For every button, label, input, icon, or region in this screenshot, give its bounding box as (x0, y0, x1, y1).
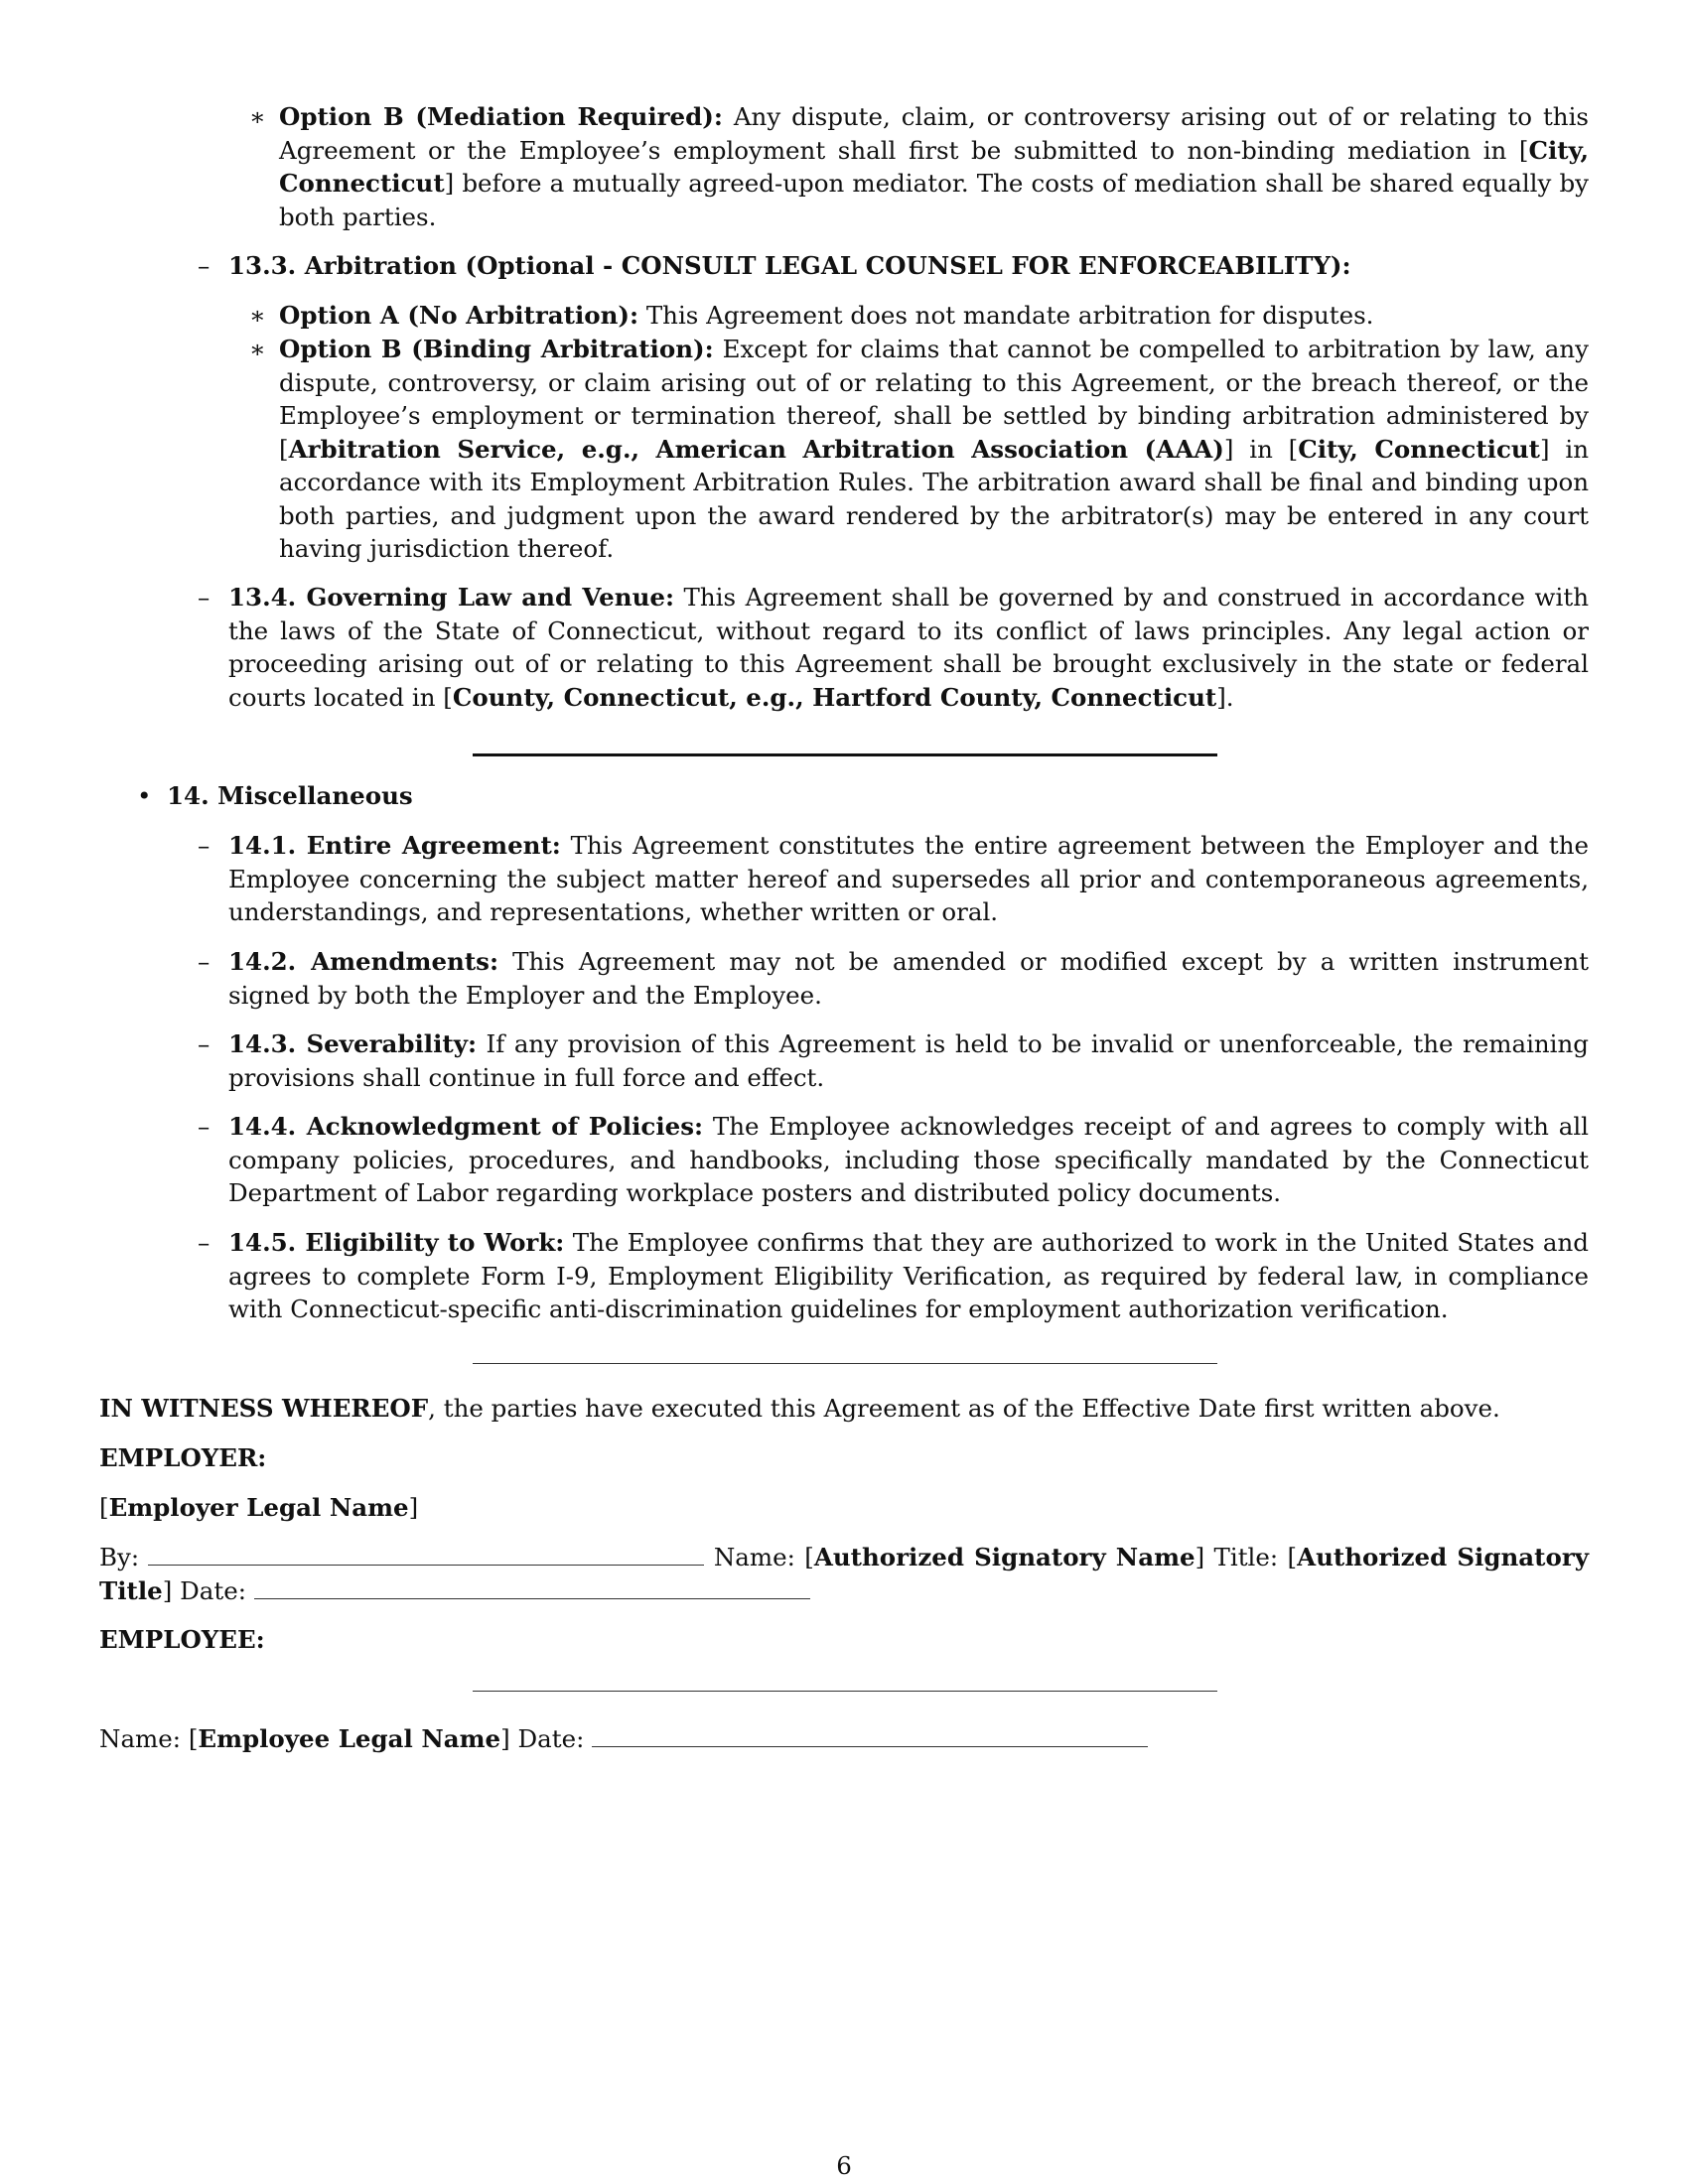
dash-bullet: – (198, 831, 211, 860)
dash-bullet: – (198, 583, 211, 612)
clause-13-4: – 13.4. Governing Law and Venue: This Agreement shall be governed by and construed in accordance with the laws of the State of Connecticut, without regard to its conflict of laws principles. Any legal action or proceeding arising out of or relating to this Agreement shall be brought exclusively in the state or federal courts located in [County, Connecticut, e.g., Hartford County, Connecticut]. (198, 583, 1589, 712)
mediation-option-b: ∗ Option B (Mediation Required): Any dispute, claim, or controversy arising out of or relating to this Agreement or the Employee’s employment shall first be submitted to non-binding mediation in [City, Connecticut] before a mutually agreed-upon mediator. The costs of mediation shall be shared equally by both parties. (249, 102, 1589, 231)
star-bullet: ∗ (249, 102, 266, 131)
witness-statement: IN WITNESS WHEREOF, the parties have executed this Agreement as of the Effective Date first written above. (99, 1394, 1500, 1423)
dash-bullet: – (198, 251, 211, 280)
clause-14-4: – 14.4. Acknowledgment of Policies: The Employee acknowledges receipt of and agrees to comply with all company policies, procedures, and handbooks, including those specifically mandated by the Connecticut Department of Labor regarding workplace posters and distributed policy documents. (198, 1112, 1589, 1207)
employee-name-date-line: Name: [Employee Legal Name] Date: (99, 1722, 1148, 1756)
employer-heading: EMPLOYER: (99, 1443, 267, 1472)
clause-14-5: – 14.5. Eligibility to Work: The Employee confirms that they are authorized to work in the United States and agrees to complete Form I-9, Employment Eligibility Verification, as required by federal law, in compliance with Connecticut-specific anti-discrimination guidelines for employment authorization verification. (198, 1228, 1589, 1323)
employee-signature-field[interactable] (473, 1691, 1217, 1692)
employee-date-field[interactable] (592, 1722, 1148, 1747)
section-divider (473, 1363, 1217, 1364)
employer-legal-name: [Employer Legal Name] (99, 1493, 419, 1522)
option-label: Option B (Mediation Required): (279, 102, 723, 131)
dash-bullet: – (198, 1228, 211, 1257)
clause-13-3-heading: – 13.3. Arbitration (Optional - CONSULT LEGAL COUNSEL FOR ENFORCEABILITY): (228, 249, 1589, 283)
employee-heading: EMPLOYEE: (99, 1625, 265, 1654)
dash-bullet: – (198, 1112, 211, 1141)
clause-14-3: – 14.3. Severability: If any provision of this Agreement is held to be invalid or unenforceable, the remaining provisions shall continue in full force and effect. (198, 1029, 1589, 1092)
employer-signature-line: By: Name: [Authorized Signatory Name] Title: [Authorized Signatory Title] Date: (99, 1543, 1589, 1605)
section-14-heading: • 14. Miscellaneous (167, 779, 413, 813)
clause-14-1: – 14.1. Entire Agreement: This Agreement constitutes the entire agreement between the Employer and the Employee concerning the subject matter hereof and supersedes all prior and contemporaneous agreements, understandings, and representations, whether written or oral. (198, 831, 1589, 926)
page-number: 6 (836, 2151, 852, 2180)
star-bullet: ∗ (249, 335, 266, 363)
employer-signature-field[interactable] (148, 1541, 704, 1566)
star-bullet: ∗ (249, 301, 266, 330)
section-divider (473, 753, 1217, 756)
dash-bullet: – (198, 1029, 211, 1058)
employer-date-field[interactable] (254, 1574, 810, 1599)
arbitration-option-a: ∗ Option A (No Arbitration): This Agreement does not mandate arbitration for disputes. (279, 299, 1589, 333)
clause-14-2: – 14.2. Amendments: This Agreement may not be amended or modified except by a written instrument signed by both the Employer and the Employee. (198, 947, 1590, 1010)
arbitration-option-b: ∗ Option B (Binding Arbitration): Except for claims that cannot be compelled to arbitration by law, any dispute, controversy, or claim arising out of or relating to this Agreement, or the breach thereof, or the Employee’s employment or termination thereof, shall be settled by binding arbitration administered by [Arbitration Service, e.g., American Arbitration Association (AAA)] in [City, Connecticut] in accordance with its Employment Arbitration Rules. The arbitration award shall be final and binding upon both parties, and judgment upon the award rendered by the arbitrator(s) may be entered in any court having jurisdiction thereof. (249, 335, 1590, 563)
dash-bullet: – (198, 947, 211, 976)
bullet: • (137, 781, 152, 810)
